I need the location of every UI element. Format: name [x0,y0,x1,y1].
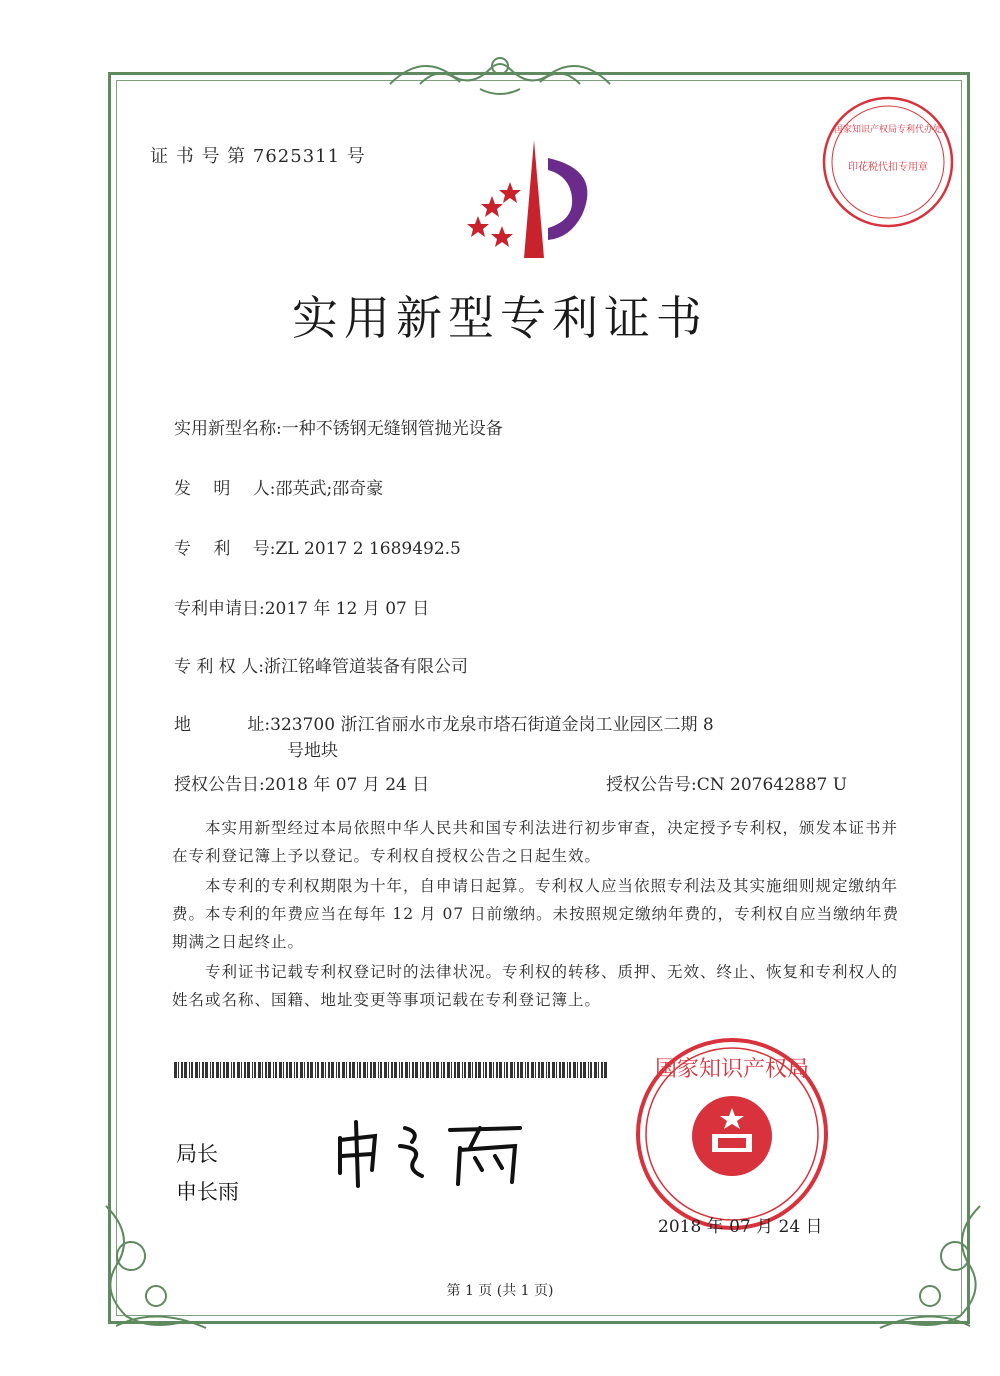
barcode-bar [583,1062,586,1078]
field-patentee [174,652,468,677]
barcode-bar [489,1062,492,1078]
barcode-bar [422,1062,424,1078]
barcode-bar [506,1062,508,1078]
barcode-bar [223,1062,225,1078]
barcode-bar [527,1062,529,1078]
barcode-bar [384,1062,387,1078]
barcode-bar [338,1062,340,1078]
small-seal-outer-text: 国家知识产权局专利代办处 [833,125,943,135]
barcode-bar [212,1062,214,1078]
barcode-bar [520,1062,523,1078]
barcode-bar [577,1062,578,1078]
barcode-bar [241,1062,242,1078]
barcode-bar [380,1062,382,1078]
field-value: 一种不锈钢无缝钢管抛光设备 [281,419,503,439]
barcode-bar [556,1062,557,1078]
field-value: CN 207642887 U [696,775,848,795]
barcode-bar [546,1062,547,1078]
barcode-bar [525,1062,526,1078]
barcode-bar [268,1062,271,1078]
barcode-bar [328,1062,330,1078]
barcode-bar [226,1062,229,1078]
field-value: 邵英武;邵奇豪 [275,479,384,499]
barcode-bar [378,1062,379,1078]
barcode-bar [436,1062,439,1078]
barcode-bar [352,1062,355,1078]
barcode-bar [210,1062,211,1078]
barcode-bar [604,1062,607,1078]
barcode-bar [220,1062,221,1078]
barcode-bar [567,1062,568,1078]
tax-stamp-seal [818,92,958,232]
barcode-bar [205,1062,208,1078]
barcode-bar [430,1062,431,1078]
top-ornament [380,44,620,104]
field-value: 2018 年 07 月 24 日 [264,775,430,795]
barcode-bar [485,1062,487,1078]
barcode-bar [178,1062,179,1078]
barcode-bar [472,1062,473,1078]
barcode-bar [535,1062,536,1078]
barcode-bar [265,1062,267,1078]
director-signature [330,1118,540,1188]
barcode-bar [552,1062,555,1078]
barcode-bar [359,1062,361,1078]
national-ip-office-seal [634,1036,830,1232]
barcode-bar [559,1062,561,1078]
barcode-bar [409,1062,410,1078]
bureau-title: 局长 [176,1142,218,1166]
paragraph-2: 本专利的专利权期限为十年，自申请日起算。专利权人应当依照专利法及其实施细则规定缴纳年费。本专利的年费应当在每年 12 月 07 日前缴纳。未按照规定缴纳年费的，专利权自应当缴纳年费期满之日起终止。 [172,877,900,951]
barcode-bar [189,1062,190,1078]
barcode-bar [258,1062,261,1078]
barcode-bar [336,1062,337,1078]
barcode-bar [373,1062,376,1078]
barcode-bar [443,1062,445,1078]
barcode-bar [405,1062,408,1078]
barcode-bar [279,1062,282,1078]
barcode-bar [517,1062,519,1078]
barcode-bar [420,1062,421,1078]
barcode-bar [394,1062,397,1078]
seal-date: 2018 年 07 月 24 日 [658,1217,823,1237]
barcode-bar [216,1062,219,1078]
barcode-bar [496,1062,498,1078]
bottom-left-ornament [96,1196,226,1336]
barcode-bar [184,1062,187,1078]
barcode-bar [202,1062,204,1078]
barcode-bar [598,1062,599,1078]
barcode-bar [346,1062,347,1078]
field-address-line2: 号地块 [287,741,338,761]
barcode-bar [594,1062,597,1078]
barcode-bar [573,1062,576,1078]
barcode-bar [541,1062,544,1078]
barcode-bar [569,1062,571,1078]
barcode-bar [273,1062,274,1078]
barcode-bar [231,1062,232,1078]
barcode-bar [457,1062,460,1078]
barcode-bar [499,1062,502,1078]
barcode-bar [363,1062,366,1078]
barcode-bar [483,1062,484,1078]
barcode-bar [325,1062,326,1078]
barcode-bar [391,1062,393,1078]
barcode-bar [174,1062,177,1078]
certificate-number: 证 书 号 第 7625311 号 [150,146,366,167]
barcode-bar [388,1062,389,1078]
field-patent-number [174,534,461,559]
barcode-bar [588,1062,589,1078]
field-filing-date [174,594,429,619]
barcode-bar [300,1062,303,1078]
paragraph-3: 专利证书记载专利权登记时的法律状况。专利权的转移、质押、无效、终止、恢复和专利权人的姓名或名称、国籍、地址变更等事项记载在专利登记簿上。 [172,963,899,1009]
barcode-bar [195,1062,198,1078]
barcode-bar [478,1062,481,1078]
barcode-bar [315,1062,316,1078]
barcode-bar [370,1062,372,1078]
barcode-bar [504,1062,505,1078]
field-address [174,710,714,735]
barcode-bar [283,1062,284,1078]
barcode-bar [493,1062,494,1078]
barcode-bar [244,1062,246,1078]
barcode-bar [433,1062,435,1078]
bottom-right-ornament [860,1196,990,1336]
seal-text: 国家知识产权局 [654,1057,810,1082]
field-label: 专利申请日: [174,599,265,619]
barcode-bar [415,1062,418,1078]
barcode-bar [317,1062,319,1078]
barcode-bar [294,1062,295,1078]
field-label: 实用新型名称: [174,419,282,439]
barcode-bar [468,1062,471,1078]
barcode-bar [464,1062,466,1078]
barcode-bar [514,1062,515,1078]
field-grant-number [606,770,847,795]
field-label: 发 明 人: [174,479,276,499]
page-footer: 第 1 页 (共 1 页) [446,1283,554,1299]
barcode-bar [367,1062,368,1078]
field-value: ZL 2017 2 1689492.5 [275,539,461,559]
field-label: 专 利 权 人: [174,657,264,677]
barcode-bar [447,1062,450,1078]
field-label: 授权公告日: [174,775,265,795]
barcode-bar [304,1062,305,1078]
barcode-bar [331,1062,334,1078]
barcode-bar [451,1062,452,1078]
field-value: 2017 年 12 月 07 日 [264,599,430,619]
barcode-bar [289,1062,292,1078]
barcode-bar [426,1062,429,1078]
barcode-bar [580,1062,582,1078]
certificate-title: 实用新型专利证书 [292,291,708,345]
patent-office-logo [462,140,612,260]
small-seal-inner-text: 印花税代扣专用章 [848,162,928,173]
barcode-bar [475,1062,477,1078]
bureau-director-name: 申长雨 [176,1180,239,1204]
field-utility-model-name [174,414,503,439]
barcode-bar [538,1062,540,1078]
barcode-bar [247,1062,250,1078]
barcode-bar [462,1062,463,1078]
barcode-bar [399,1062,400,1078]
barcode-bar [601,1062,603,1078]
barcode-bar [349,1062,351,1078]
field-label: 授权公告号: [606,775,697,795]
barcode-bar [510,1062,513,1078]
barcode-bar [286,1062,288,1078]
field-value: 浙江铭峰管道装备有限公司 [263,657,468,677]
barcode-bar [562,1062,565,1078]
barcode-bar [548,1062,550,1078]
paragraph-1: 本实用新型经过本局依照中华人民共和国专利法进行初步审查，决定授予专利权，颁发本证书并在专利登记簿上予以登记。专利权自授权公告之日起生效。 [172,819,899,865]
barcode-bar [357,1062,358,1078]
barcode-bar [275,1062,277,1078]
barcode-bar [233,1062,235,1078]
barcode-bar [321,1062,324,1078]
barcode-bar [252,1062,253,1078]
barcode-bar [237,1062,240,1078]
barcode-bar [181,1062,183,1078]
barcode-bar [412,1062,414,1078]
field-value: 323700 浙江省丽水市龙泉市塔石街道金岗工业园区二期 8 [270,715,714,735]
barcode-bar [307,1062,309,1078]
barcode-bar [454,1062,456,1078]
barcode-bar [254,1062,256,1078]
barcode-bar [296,1062,298,1078]
barcode-bar [342,1062,345,1078]
barcode-bar [191,1062,193,1078]
barcode-bar [401,1062,403,1078]
barcode-bar [531,1062,534,1078]
field-grant-date [174,770,429,795]
barcode-bar [262,1062,263,1078]
field-label: 专 利 号: [174,539,276,559]
barcode-bar [441,1062,442,1078]
barcode-bar [310,1062,313,1078]
field-inventor [174,474,383,499]
barcode-bar [590,1062,592,1078]
field-label: 地 址: [174,715,271,735]
barcode-bar [199,1062,200,1078]
barcode [174,1062,610,1078]
